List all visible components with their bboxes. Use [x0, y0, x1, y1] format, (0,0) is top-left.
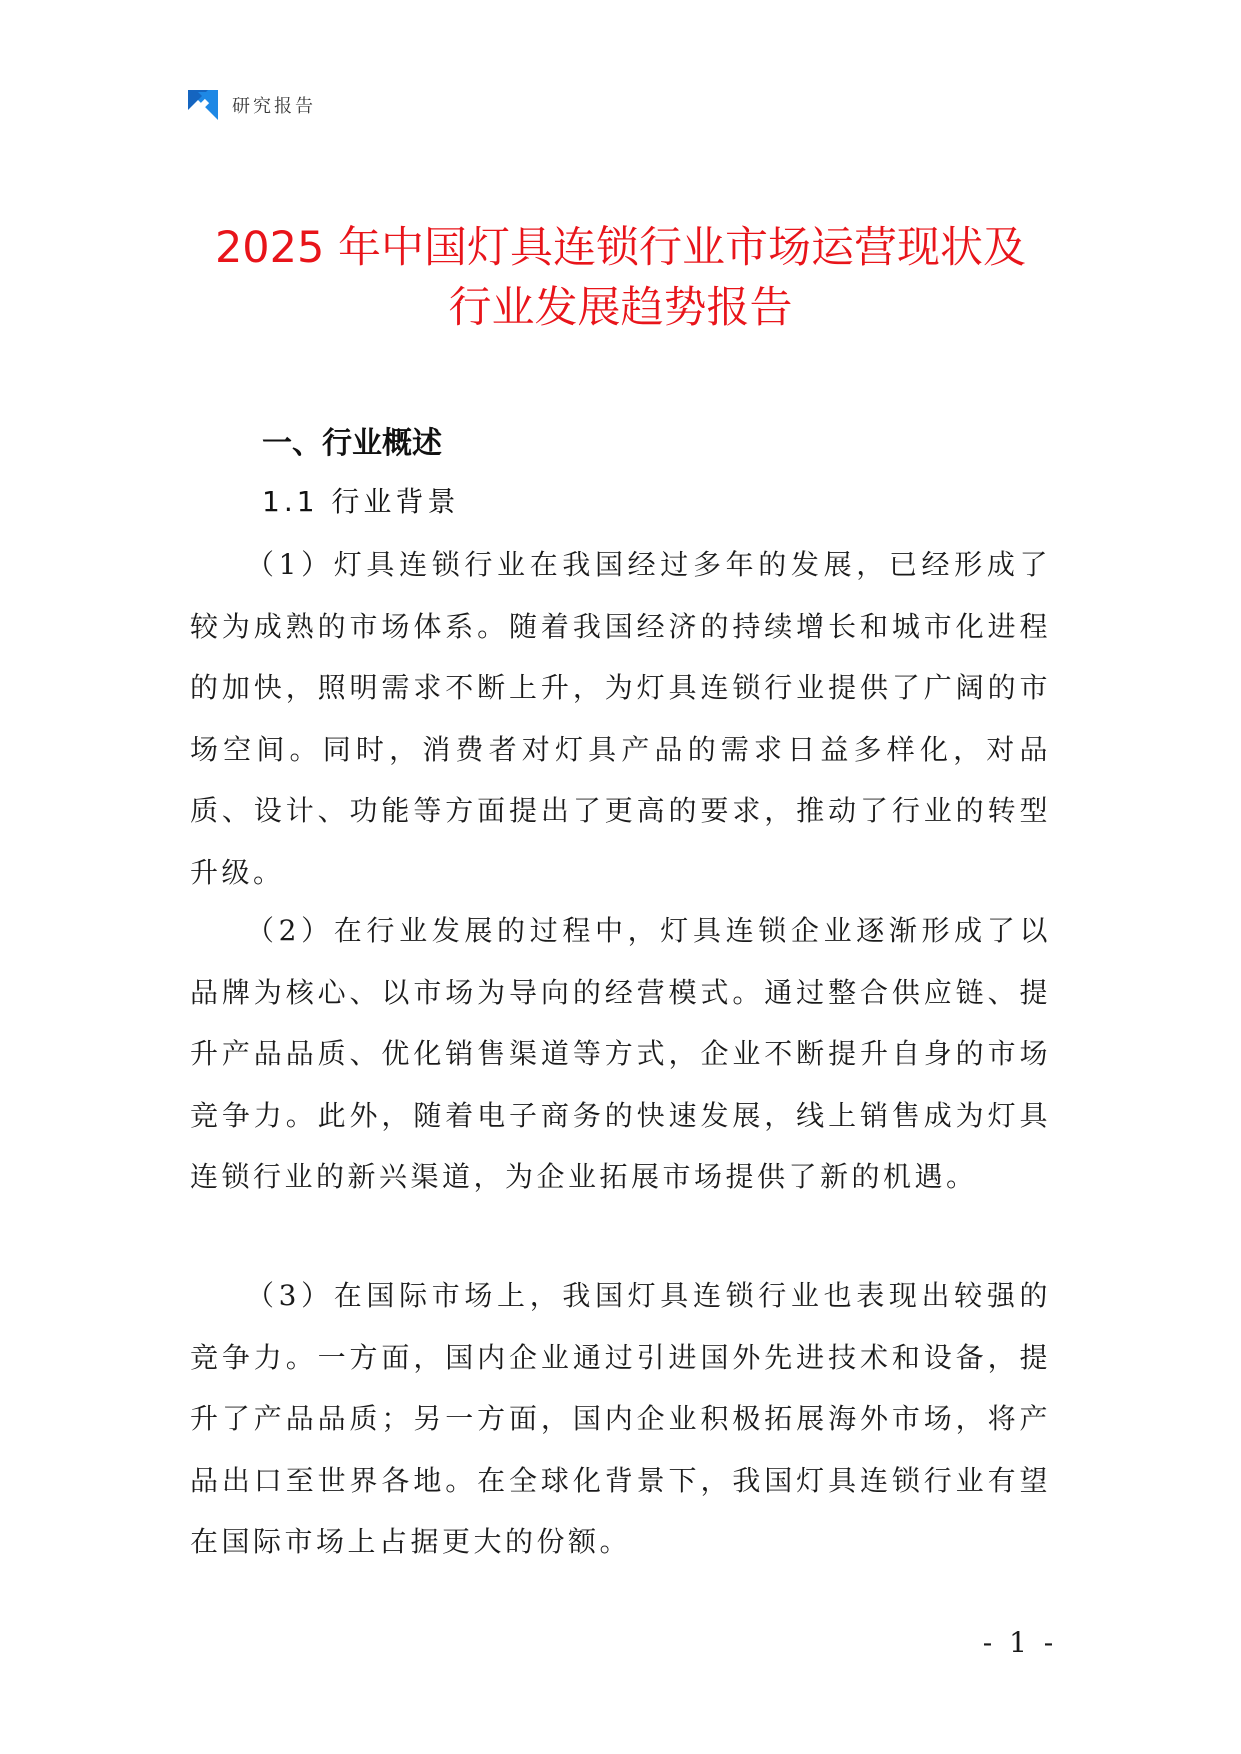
report-header	[186, 88, 316, 122]
header-label: 研究报告	[232, 96, 316, 117]
section-heading: 一、行业概述	[262, 426, 442, 461]
report-title-line-1: 2025 年中国灯具连锁行业市场运营现状及	[214, 223, 1027, 273]
report-title-line-2: 行业发展趋势报告	[448, 283, 793, 333]
arrow-logo-icon	[186, 88, 220, 122]
paragraph: （2）在行业发展的过程中，灯具连锁企业逐渐形成了以品牌为核心、以市场为导向的经营模式。通过整合供应链、提升产品品质、优化销售渠道等方式，企业不断提升自身的市场竞争力。此外，随着电子商务的快速发展，线上销售成为灯具连锁行业的新兴渠道，为企业拓展市场提供了新的机遇。	[190, 914, 1051, 1193]
paragraph: （3）在国际市场上，我国灯具连锁行业也表现出较强的竞争力。一方面，国内企业通过引进国外先进技术和设备，提升了产品品质；另一方面，国内企业积极拓展海外市场，将产品出口至世界各地。在全球化背景下，我国灯具连锁行业有望在国际市场上占据更大的份额。	[190, 1279, 1051, 1558]
subsection-heading: 1.1 行业背景	[262, 485, 460, 518]
report-title	[120, 218, 1121, 338]
page-number: - 1 -	[982, 1626, 1058, 1659]
paragraph: （1）灯具连锁行业在我国经过多年的发展，已经形成了较为成熟的市场体系。随着我国经济的持续增长和城市化进程的加快，照明需求不断上升，为灯具连锁行业提供了广阔的市场空间。同时，消费者对灯具产品的需求日益多样化，对品质、设计、功能等方面提出了更高的要求，推动了行业的转型升级。	[190, 548, 1051, 889]
